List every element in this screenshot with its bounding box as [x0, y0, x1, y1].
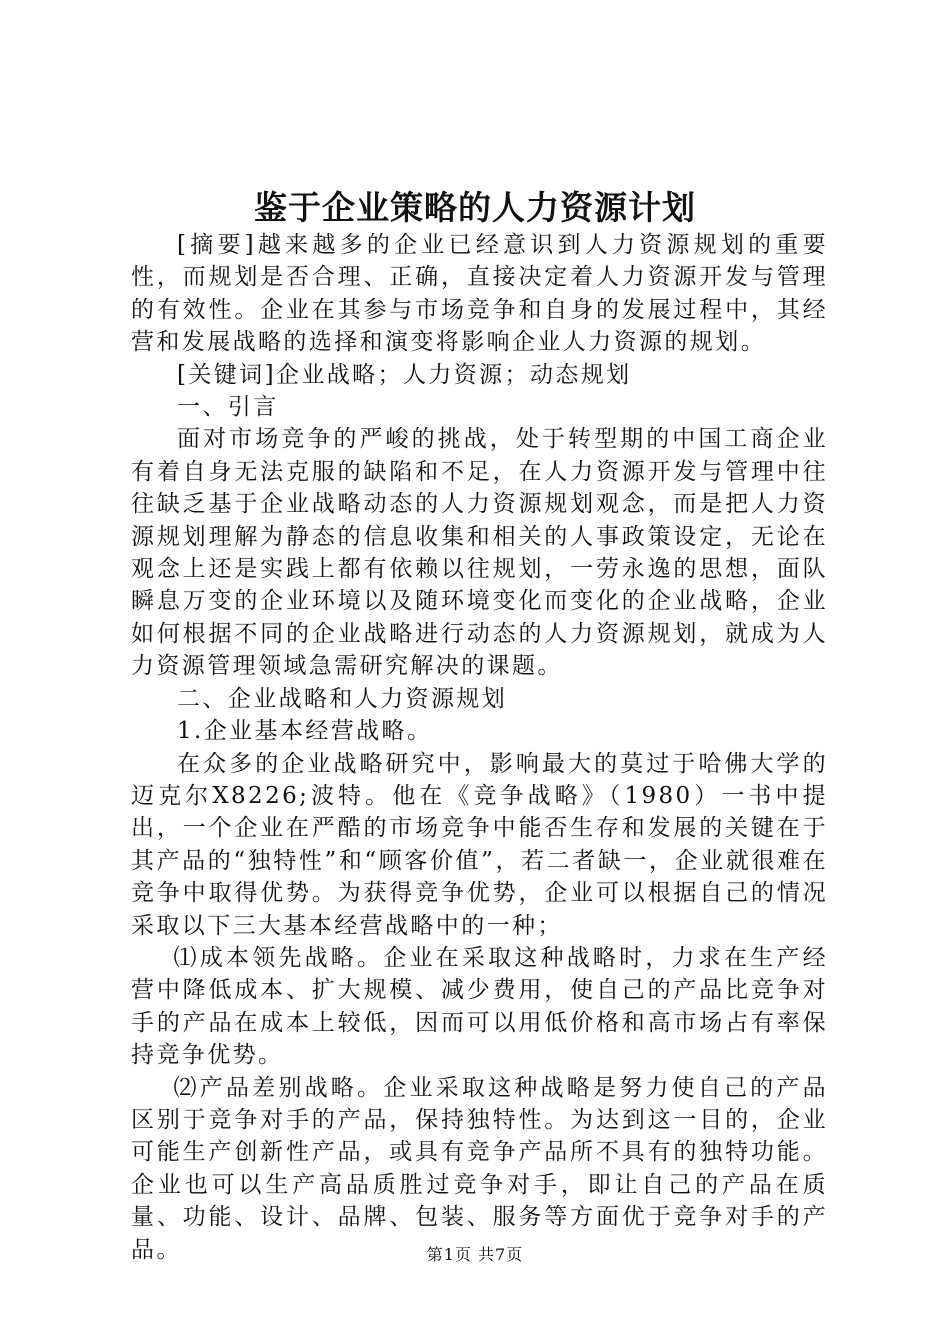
section-heading-strategy: 二、企业战略和人力资源规划 [177, 685, 508, 712]
introduction-paragraph: 面对市场竞争的严峻的挑战，处于转型期的中国工商企业有着自身无法克服的缺陷和不足，在人力资源开发与管理中往往缺乏基于企业战略动态的人力资源规划观念，而是把人力资源规划理解为静态的信息收集和相关的人事政策设定，无论在观念上还是实践上都有依赖以往规划，一劳永逸的思想，面队瞬息万变的企业环境以及随环境变化而变化的企业战略，企业如何根据不同的企业战略进行动态的人力资源规划，就成为人力资源管理领域急需研究解决的课题。 [131, 426, 828, 680]
page-number-footer: 第1页 共7页 [426, 1245, 524, 1264]
keywords-paragraph: [关键词]企业战略；人力资源；动态规划 [177, 361, 632, 388]
abstract-paragraph: [摘要]越来越多的企业已经意识到人力资源规划的重要性，而规划是否合理、正确，直接决定着人力资源开发与管理的有效性。企业在其参与市场竞争和自身的发展过程中，其经营和发展战略的选择和演变将影响企业人力资源的规划。 [131, 232, 828, 356]
section-heading-introduction: 一、引言 [177, 394, 279, 421]
cost-leadership-paragraph: ⑴成本领先战略。企业在采取这种战略时，力求在生产经营中降低成本、扩大规模、减少费用，使自己的产品比竞争对手的产品在成本上较低，因而可以用低价格和高市场占有率保持竞争优势。 [131, 944, 828, 1069]
strategy-paragraph: 在众多的企业战略研究中，影响最大的莫过于哈佛大学的迈克尔X8226;波特。他在《竞争战略》（1980）一书中提出，一个企业在严酷的市场竞争中能否生存和发展的关键在于其产品的“独特性”和“顾客价值”，若二者缺一，企业就很难在竞争中取得优势。为获得竞争优势，企业可以根据自己的情况采取以下三大基本经营战略中的一种； [131, 750, 828, 939]
differentiation-paragraph: ⑵产品差别战略。企业采取这种战略是努力使自己的产品区别于竞争对手的产品，保持独特性。为达到这一目的，企业可能生产创新性产品，或具有竞争产品所不具有的独特功能。企业也可以生产高品质胜过竞争对手，即让自己的产品在质量、功能、设计、品牌、包装、服务等方面优于竞争对手的产品。 [131, 1074, 828, 1263]
subsection-heading-basic-strategy: 1.企业基本经营战略。 [177, 718, 433, 745]
document-title: 鉴于企业策略的人力资源计划 [254, 188, 696, 227]
document-body [131, 229, 828, 1266]
